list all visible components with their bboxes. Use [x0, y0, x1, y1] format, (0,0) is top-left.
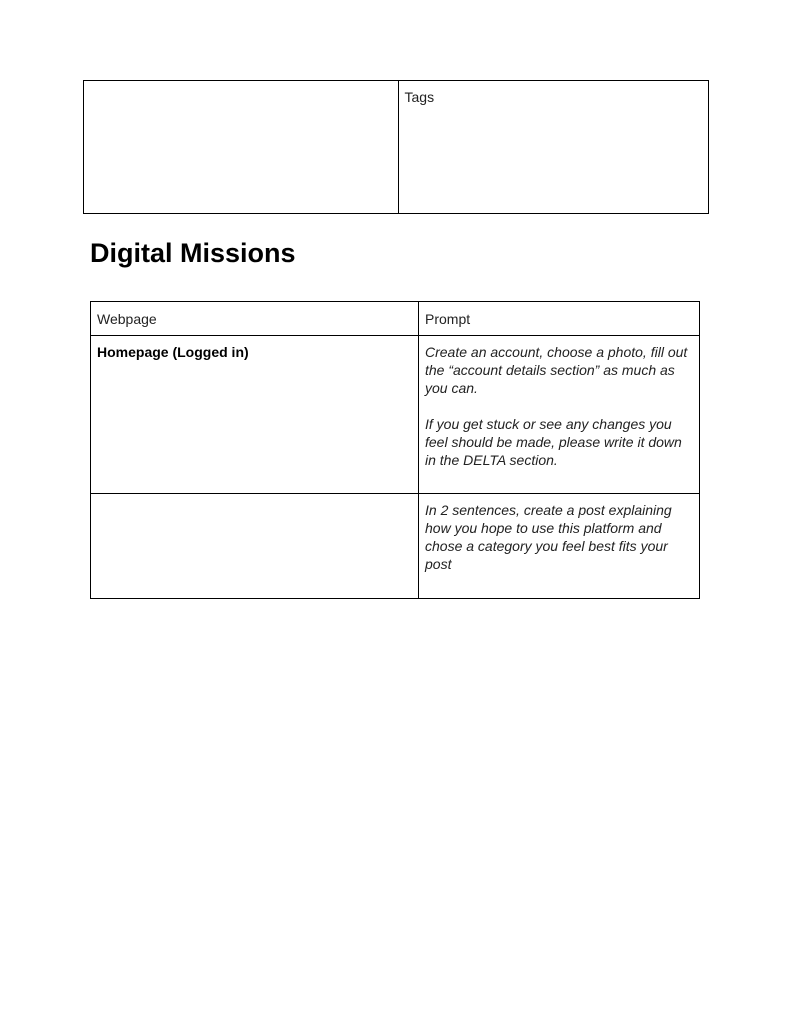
top-table-row	[84, 81, 709, 214]
header-prompt: Prompt	[419, 302, 700, 336]
tags-cell: Tags	[398, 81, 709, 214]
prompt-paragraph: In 2 sentences, create a post explaining how you hope to use this platform and chose a category you feel best fits your post	[425, 502, 672, 572]
prompt-cell	[419, 336, 700, 494]
header-webpage: Webpage	[91, 302, 419, 336]
webpage-cell: Homepage (Logged in)	[91, 336, 419, 494]
top-table	[83, 80, 709, 214]
table-row	[91, 336, 700, 494]
table-row	[91, 494, 700, 599]
prompt-paragraph: Create an account, choose a photo, fill out the “account details section” as much as you can.	[425, 344, 688, 396]
top-table-left-cell	[84, 81, 399, 214]
prompt-cell	[419, 494, 700, 599]
digital-missions-table	[90, 301, 700, 599]
prompt-paragraph: If you get stuck or see any changes you feel should be made, please write it down in the DELTA section.	[425, 416, 682, 468]
webpage-cell	[91, 494, 419, 599]
section-title: Digital Missions	[90, 238, 296, 268]
table-header-row	[91, 302, 700, 336]
